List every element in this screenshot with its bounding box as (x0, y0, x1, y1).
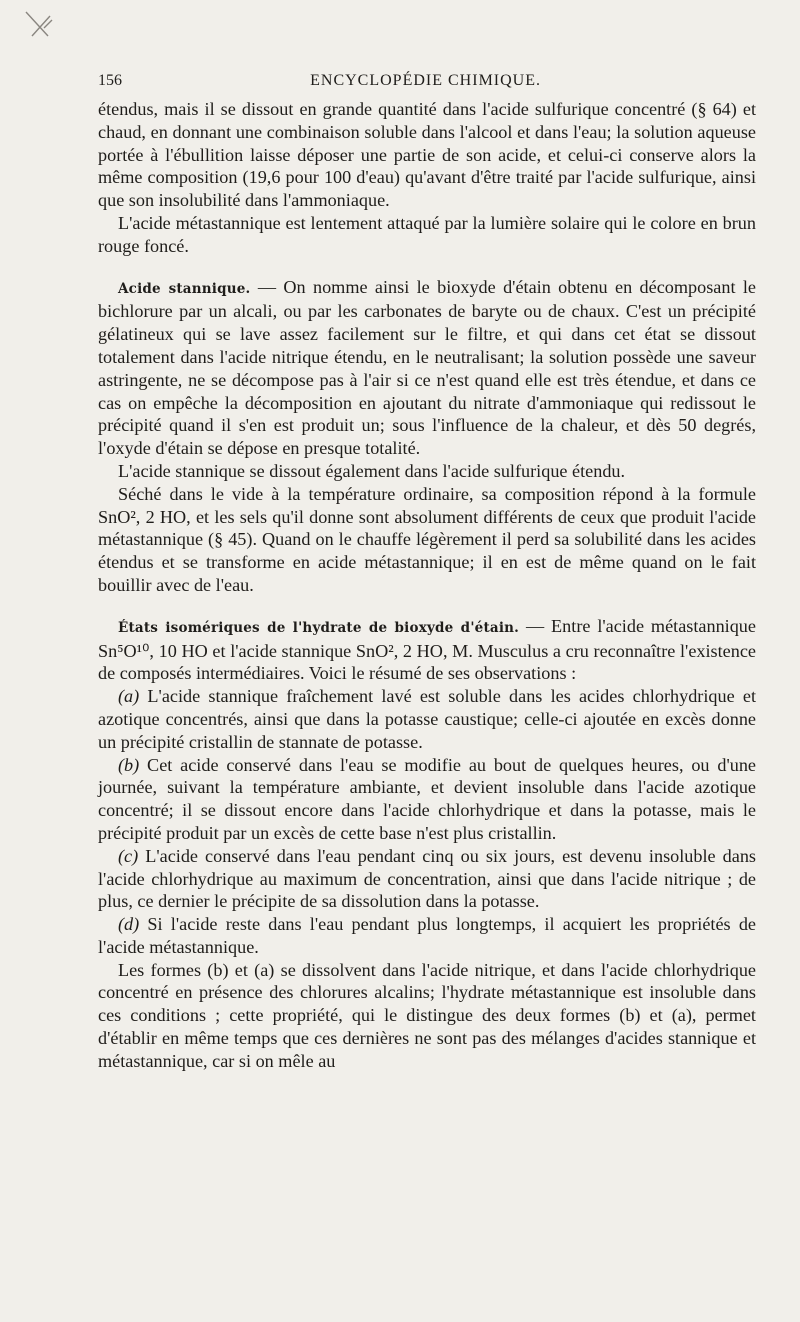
list-item (98, 913, 756, 959)
item-text: Si l'acide reste dans l'eau pendant plus longtemps, il acquiert les propriétés de l'acide métastannique. (98, 914, 756, 957)
list-item (98, 685, 756, 753)
item-label: (d) (118, 914, 140, 935)
item-label: (c) (118, 845, 139, 866)
paragraph: étendus, mais il se dissout en grande quantité dans l'acide sulfurique concentré (§ 64) et chaud, en donnant une combinaison soluble dans l'alcool et dans l'eau; la solution aqueuse portée à l'ébullition laisse déposer une partie de son acide, et celui-ci conserve alors la même composition (19,6 pour 100 d'eau) qu'avant d'être traité par l'acide sulfurique, ainsi que son insolubilité dans l'ammoniaque. (98, 99, 756, 211)
paragraph: L'acide stannique se dissout également dans l'acide sulfurique étendu. (118, 460, 626, 481)
item-text: Cet acide conservé dans l'eau se modifie au bout de quelques heures, ou d'une journée, suivant la température ambiante, et devient insoluble dans l'acide azotique concentré; il se dissout encore dans l'acide chlorhydrique et dans la potasse, mais le précipité produit par un excès de cette base n'est plus cristallin. (98, 754, 756, 843)
section-etats-isomeriques (98, 615, 756, 685)
item-text: L'acide stannique fraîchement lavé est soluble dans les acides chlorhydrique et azotique concentrés, ainsi que dans la potasse caustique; celle-ci ajoutée en excès donne un précipité cristallin de stannate de potasse. (98, 686, 756, 752)
running-header (98, 72, 756, 94)
paragraph: L'acide métastannique est lentement attaqué par la lumière solaire qui le colore en brun rouge foncé. (98, 212, 756, 256)
section-text: — On nomme ainsi le bioxyde d'étain obtenu en décomposant le bichlorure par un alcali, ou par les carbonates de baryte ou de chaux. C'est un précipité gélatineux qui se lave assez facilement sur le filtre, et qui dans cet état se dissout totalement dans l'acide nitrique étendu, en le neutralisant; la solution possède une saveur astringente, ne se décompose pas à l'air si ce n'est quand elle est très étendue, et dans ce cas on empêche la décomposition en ajoutant du nitrate d'ammoniaque qui redissout le précipité quand il s'en est produit un; sous l'influence de la chaleur, et dès 50 degrés, l'oxyde d'étain se dépose en presque totalité. (98, 276, 757, 459)
item-label: (b) (118, 754, 140, 775)
paragraph: Séché dans le vide à la température ordinaire, sa composition répond à la formule SnO², 2 HO, et les sels qu'il donne sont absolument différents de ceux que produit l'acide métastannique (§ 45). Quand on le chauffe légèrement il perd sa solubilité dans les acides étendus et se transforme en acide métastannique; il en est de même quand on le fait bouillir avec de l'eau. (98, 483, 756, 595)
section-heading: États isomériques de l'hydrate de bioxyde d'étain. (118, 619, 520, 636)
section-heading: Acide stannique. (118, 280, 251, 297)
running-title: ENCYCLOPÉDIE CHIMIQUE. (310, 72, 541, 89)
paragraph: Les formes (b) et (a) se dissolvent dans l'acide nitrique, et dans l'acide chlorhydrique concentré en présence des chlorures alcalins; l'hydrate métastannique est insoluble dans ces conditions ; cette propriété, qui le distingue des deux formes (b) et (a), permet d'établir en même temps que ces dernières ne sont pas des mélanges d'acides stannique et métastannique, car si on mêle au (98, 959, 756, 1071)
section-acide-stannique (98, 276, 756, 460)
list-item (98, 754, 756, 845)
item-label: (a) (118, 686, 140, 707)
page-number: 156 (98, 72, 122, 89)
section-text: — Entre l'acide métastannique Sn⁵O¹⁰, 10 HO et l'acide stannique SnO², 2 HO, M. Musculus a cru reconnaître l'existence de composés intermédiaires. Voici le résumé de ses observations : (98, 615, 756, 684)
item-text: L'acide conservé dans l'eau pendant cinq ou six jours, est devenu insoluble dans l'acide chlorhydrique au maximum de concentration, ainsi que dans l'acide nitrique ; de plus, ce dernier le précipite de sa dissolution dans la potasse. (98, 845, 756, 912)
body-text (98, 98, 756, 1073)
list-item (98, 845, 756, 913)
pencil-mark-icon (18, 6, 58, 46)
